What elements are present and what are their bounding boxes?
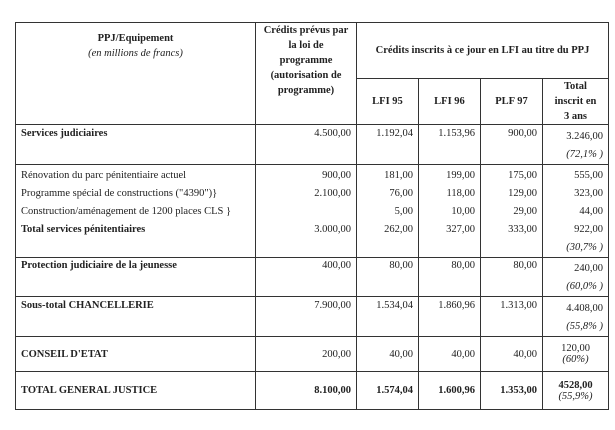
ppj-budget-table [15, 22, 609, 410]
percent: (60%) [562, 354, 589, 365]
cell: 40,00 [357, 337, 419, 372]
value: 118,00 [446, 188, 475, 199]
value: 333,00 [508, 224, 537, 235]
row-label: Services judiciaires [16, 125, 256, 165]
header-text: (autorisation de [270, 70, 342, 81]
cell [543, 125, 609, 165]
header-credits-inscrits: Crédits inscrits à ce jour en LFI au titre du PPJ [357, 23, 609, 79]
header-text: Crédits prévus par [263, 25, 349, 36]
cell: 8.100,00 [256, 372, 357, 410]
value: 323,00 [574, 188, 603, 199]
cell [256, 165, 357, 258]
cell: 1.192,04 [357, 125, 419, 165]
header-ppj-subtitle: (en millions de francs) [88, 48, 183, 59]
cell [543, 297, 609, 337]
value: 2.100,00 [314, 188, 351, 199]
cell [543, 372, 609, 410]
header-text: inscrit en [554, 96, 597, 107]
header-total [543, 79, 609, 125]
percent: (55,8% ) [566, 321, 603, 332]
cell: 1.574,04 [357, 372, 419, 410]
value: 10,00 [451, 206, 475, 217]
header-credits-prevus [256, 23, 357, 125]
label-prefix: Sous-total [21, 300, 69, 311]
cell: 400,00 [256, 258, 357, 297]
cell: 1.313,00 [481, 297, 543, 337]
value: 199,00 [446, 170, 475, 181]
percent: (55,9%) [558, 390, 593, 402]
cell: 80,00 [357, 258, 419, 297]
header-lfi96: LFI 96 [419, 79, 481, 125]
cell: 1.600,96 [419, 372, 481, 410]
header-text: Total [564, 81, 587, 92]
value: 327,00 [446, 224, 475, 235]
value: 44,00 [579, 206, 603, 217]
cell: 80,00 [419, 258, 481, 297]
cell [481, 165, 543, 258]
row-label: Protection judiciaire de la jeunesse [16, 258, 256, 297]
cell: 80,00 [481, 258, 543, 297]
value: 3.246,00 [566, 131, 603, 142]
value: 4.408,00 [566, 303, 603, 314]
row-label: Total services pénitentiaires [21, 224, 146, 235]
header-ppj [16, 23, 256, 125]
cell: 1.860,96 [419, 297, 481, 337]
row-label: TOTAL GENERAL JUSTICE [16, 372, 256, 410]
cell: 1.153,96 [419, 125, 481, 165]
row-label: Programme spécial de constructions ("4390")} [21, 188, 218, 199]
table-row-penitentiaire [16, 165, 609, 258]
value: 262,00 [384, 224, 413, 235]
cell: 40,00 [481, 337, 543, 372]
table-row [16, 337, 609, 372]
row-label: Construction/aménagement de 1200 places CLS } [21, 206, 232, 217]
value: 76,00 [389, 188, 413, 199]
value: 3.000,00 [314, 224, 351, 235]
percent: (30,7% ) [566, 242, 603, 253]
cell: 200,00 [256, 337, 357, 372]
percent: (60,0% ) [566, 281, 603, 292]
row-label [16, 297, 256, 337]
cell: 4.500,00 [256, 125, 357, 165]
label-main: CHANCELLERIE [68, 300, 154, 311]
cell: 1.534,04 [357, 297, 419, 337]
cell [543, 165, 609, 258]
header-text: programme [279, 55, 333, 66]
value: 900,00 [322, 170, 351, 181]
value: 181,00 [384, 170, 413, 181]
value: 29,00 [513, 206, 537, 217]
cell [543, 258, 609, 297]
cell [357, 165, 419, 258]
table-row-total [16, 372, 609, 410]
cell: 900,00 [481, 125, 543, 165]
value [261, 203, 351, 221]
table-row [16, 125, 609, 165]
row-labels [16, 165, 256, 258]
value: 175,00 [508, 170, 537, 181]
cell: 40,00 [419, 337, 481, 372]
header-lfi95: LFI 95 [357, 79, 419, 125]
row-label: Rénovation du parc pénitentiaire actuel [21, 170, 187, 181]
value: 129,00 [508, 188, 537, 199]
cell: 1.353,00 [481, 372, 543, 410]
percent: (72,1% ) [566, 149, 603, 160]
header-text: la loi de [288, 40, 324, 51]
cell [543, 337, 609, 372]
value: 5,00 [394, 206, 413, 217]
header-text: 3 ans [563, 111, 588, 122]
value: 922,00 [574, 224, 603, 235]
value: 120,00 [561, 343, 590, 354]
row-label: CONSEIL D'ETAT [16, 337, 256, 372]
header-text: programme) [277, 85, 335, 96]
table-row [16, 258, 609, 297]
value: 555,00 [574, 170, 603, 181]
header-plf97: PLF 97 [481, 79, 543, 125]
value: 4528,00 [558, 379, 593, 391]
header-ppj-title: PPJ/Equipement [97, 33, 174, 44]
value: 240,00 [574, 263, 603, 274]
table-row [16, 297, 609, 337]
cell: 7.900,00 [256, 297, 357, 337]
cell [419, 165, 481, 258]
